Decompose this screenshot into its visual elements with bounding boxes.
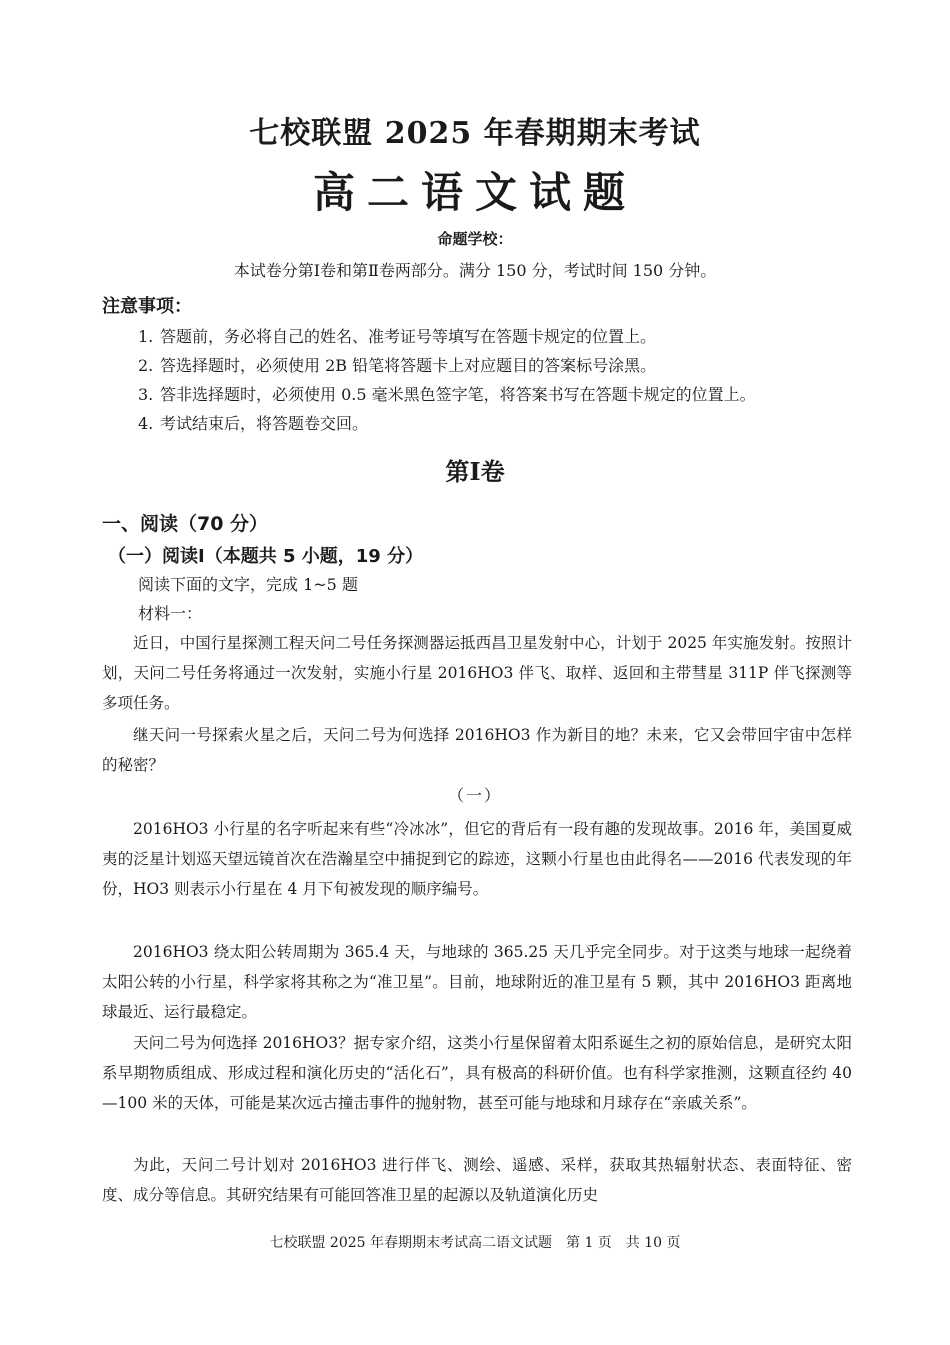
notice-item-text: 答题前，务必将自己的姓名、准考证号等填写在答题卡规定的位置上。 [160, 327, 657, 346]
notice-title: 注意事项： [102, 296, 192, 317]
page-footer: 七校联盟 2025 年春期期末考试高二语文试题 第 1 页 共 10 页 [269, 1235, 681, 1251]
notice-item-number: 4. [138, 414, 154, 433]
notice-item-number: 3. [138, 385, 154, 404]
section-sub-heading: （一）阅读Ⅰ（本题共 5 小题，19 分） [108, 546, 424, 567]
school-label: 命题学校： [437, 230, 513, 248]
notice-item [138, 409, 756, 438]
paragraph: 天问二号为何选择 2016HO3？据专家介绍，这类小行星保留着太阳系诞生之初的原始信息，是研究太阳系早期物质组成、形成过程和演化历史的“活化石”，具有极高的科研价值。也有科学家推测，这颗直径约 40—100 米的天体，可能是某次远古撞击事件的抛射物，甚至可能与地球和月球存在“亲戚关系”。 [102, 1034, 852, 1112]
notice-item-number: 2. [138, 356, 154, 375]
paragraph: 2016HO3 绕太阳公转周期为 365.4 天，与地球的 365.25 天几乎完全同步。对于这类与地球一起绕着太阳公转的小行星，科学家将其称之为“准卫星”。目前，地球附近的准卫星有 5 颗，其中 2016HO3 距离地球最近、运行最稳定。 [102, 943, 852, 1021]
notice-item-text: 答非选择题时，必须使用 0.5 毫米黑色签字笔，将答案书写在答题卡规定的位置上。 [160, 385, 756, 404]
material-label: 材料一： [138, 604, 203, 623]
paragraph: 近日，中国行星探测工程天问二号任务探测器运抵西昌卫星发射中心，计划于 2025 年实施发射。按照计划，天问二号任务将通过一次发射，实施小行星 2016HO3 伴飞、取样、返回和主带彗星 311P 伴飞探测等多项任务。 [102, 634, 852, 712]
notice-item-number: 1. [138, 327, 154, 346]
notice-item [138, 351, 756, 380]
volume-title: 第Ⅰ卷 [445, 457, 505, 486]
subject-title: 高二语文试题 [312, 168, 637, 217]
notice-item [138, 380, 756, 409]
paragraph: 继天问一号探索火星之后，天问二号为何选择 2016HO3 作为新目的地？未来，它又会带回宇宙中怎样的秘密？ [102, 726, 852, 774]
notice-item [138, 322, 756, 351]
notice-item-text: 答选择题时，必须使用 2B 铅笔将答题卡上对应题目的答案标号涂黑。 [160, 356, 657, 375]
exam-intro: 本试卷分第Ⅰ卷和第Ⅱ卷两部分。满分 150 分，考试时间 150 分钟。 [233, 261, 717, 280]
exam-title: 七校联盟 2025 年春期期末考试 [249, 116, 701, 151]
notice-list [138, 322, 756, 438]
subsection-label: （一） [447, 786, 502, 805]
reading-instruction: 阅读下面的文字，完成 1~5 题 [138, 575, 358, 594]
notice-item-text: 考试结束后，将答题卷交回。 [160, 414, 369, 433]
paragraph: 2016HO3 小行星的名字听起来有些“冷冰冰”，但它的背后有一段有趣的发现故事。2016 年，美国夏威夷的泛星计划巡天望远镜首次在浩瀚星空中捕捉到它的踪迹，这颗小行星也由此得名——2016 代表发现的年份，HO3 则表示小行星在 4 月下旬被发现的顺序编号。 [102, 820, 852, 898]
paragraph: 为此，天问二号计划对 2016HO3 进行伴飞、测绘、遥感、采样，获取其热辐射状态、表面特征、密度、成分等信息。其研究结果有可能回答准卫星的起源以及轨道演化历史 [102, 1156, 852, 1204]
section-heading: 一、阅读（70 分） [102, 513, 269, 535]
